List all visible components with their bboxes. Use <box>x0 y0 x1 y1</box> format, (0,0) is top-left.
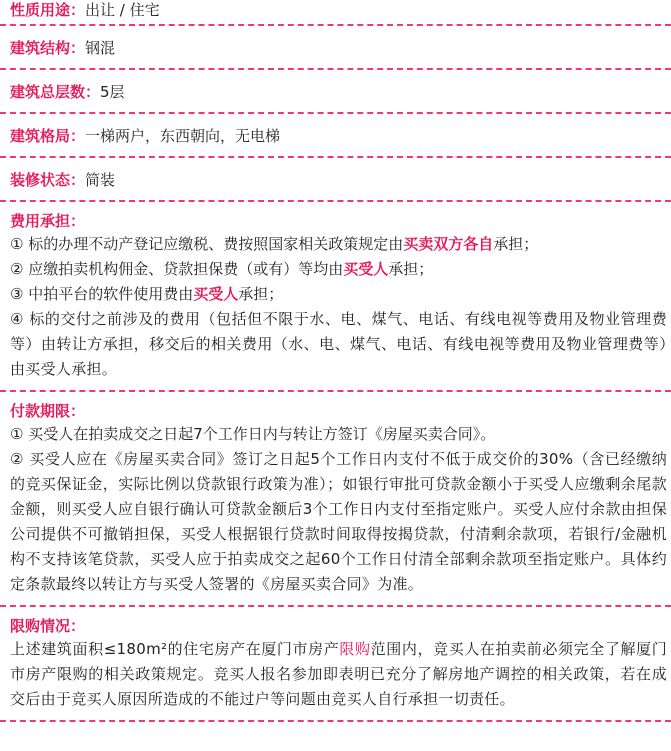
fees-item-2-highlight: 买受人 <box>343 260 389 278</box>
fees-item-1: ① 标的办理不动产登记应缴税、费按照国家相关政策规定由买卖双方各自承担； <box>10 235 539 253</box>
usage-label: 性质用途： <box>10 1 86 19</box>
restriction-title: 限购情况： <box>10 617 86 635</box>
structure-value: 钢混 <box>85 38 116 57</box>
payment-title: 付款期限： <box>10 402 86 420</box>
payment-item-1: ① 买受人在拍卖成交之日起7个工作日内与转让方签订《房屋买卖合同》。 <box>10 425 496 443</box>
fees-item-3-highlight: 买受人 <box>193 285 239 303</box>
payment-section <box>0 392 671 607</box>
fees-item-1-highlight: 买卖双方各自 <box>403 235 494 253</box>
decoration-value: 简装 <box>85 170 116 189</box>
layout-value: 一梯两户，东西朝向，无电梯 <box>85 126 281 145</box>
fees-item-2: ② 应缴拍卖机构佣金、贷款担保费（或有）等均由买受人承担； <box>10 260 434 278</box>
floors-row <box>0 70 671 114</box>
restriction-section <box>0 607 671 722</box>
fees-section <box>0 202 671 392</box>
decoration-row <box>0 158 671 202</box>
fees-title: 费用承担： <box>10 212 86 230</box>
payment-item-2: ② 买受人应在《房屋买卖合同》签订之日起5个工作日内支付不低于成交价的30%（含已经缴纳的竞买保证金，实际比例以贷款银行政策为准）；如银行审批可贷款金额小于买受人应缴剩余尾款金额，则买受人应自银行确认可贷款金额后3个工作日内支付至指定账户。买受人应付余款由担保公司提供不可撤销担保，买受人根据银行贷款时间取得按揭贷款，付清剩余款项，若银行/金融机构不支持该笔贷款，买受人应于拍卖成交之起60个工作日付清全部剩余款项至指定账户。具体约定条款最终以转让方与买受人签署的《房屋买卖合同》为准。 <box>10 450 667 593</box>
layout-row <box>0 114 671 158</box>
property-usage-row <box>0 0 671 26</box>
floors-value: 5层 <box>100 82 125 101</box>
usage-value: 出让 / 住宅 <box>85 1 160 19</box>
structure-row <box>0 26 671 70</box>
restriction-text: 上述建筑面积≤180m²的住宅房产在厦门市房产限购范围内，竞买人在拍卖前必须完全了解厦门市房产限购的相关政策规定。竞买人报名参加即表明已充分了解房地产调控的相关政策，若在成交后由于竞买人原因所造成的不能过户等问题由竞买人自行承担一切责任。 <box>10 640 667 708</box>
fees-item-4: ④ 标的交付之前涉及的费用（包括但不限于水、电、煤气、电话、有线电视等费用及物业管理费等）由转让方承担，移交后的相关费用（水、电、煤气、电话、有线电视等费用及物业管理费等）由买受人承担。 <box>10 310 667 378</box>
restriction-highlight: 限购 <box>339 640 371 658</box>
layout-label: 建筑格局： <box>10 126 86 145</box>
structure-label: 建筑结构： <box>10 38 86 57</box>
fees-item-3: ③ 中拍平台的软件使用费由买受人承担； <box>10 285 284 303</box>
decoration-label: 装修状态： <box>10 170 86 189</box>
floors-label: 建筑总层数： <box>10 82 101 101</box>
